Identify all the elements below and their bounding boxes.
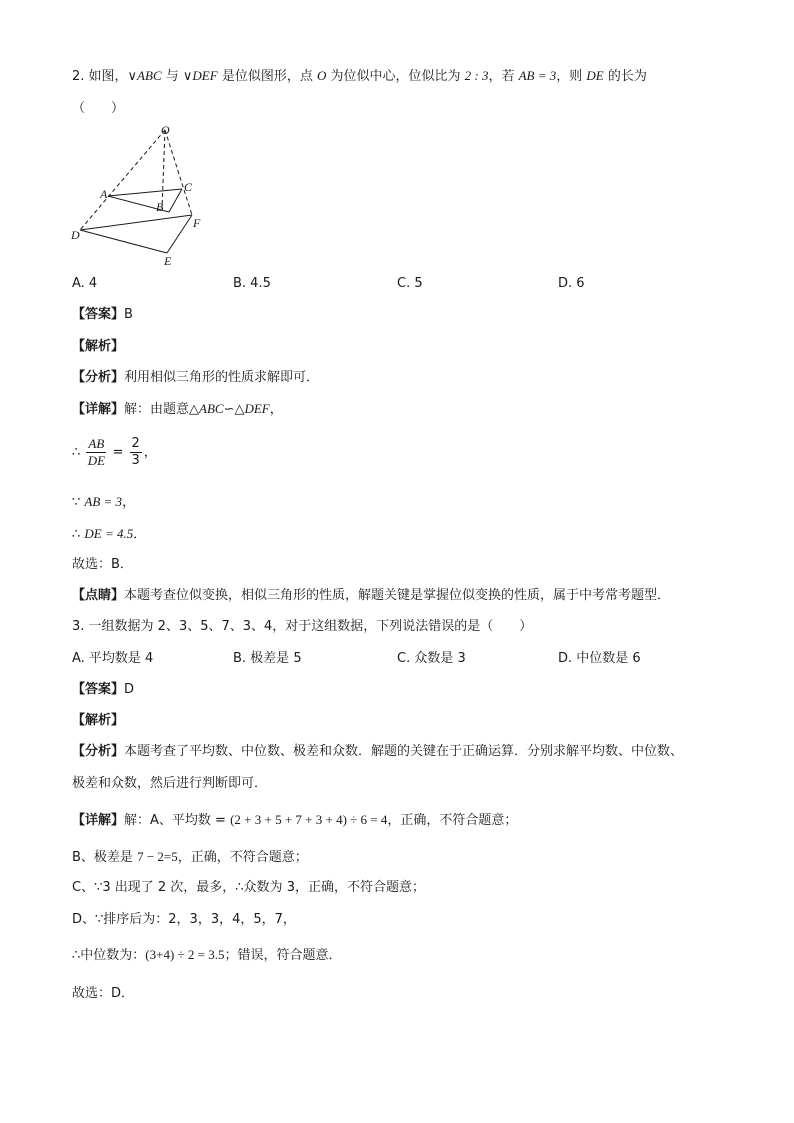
label-d: D [71,228,80,242]
median-expr: (3+4) ÷ 2 = 3.5 [145,947,225,962]
q3-option-a: A. 平均数是 4 [72,651,154,666]
q2-because: ∵ AB = 3， [72,494,136,510]
label-a: A [100,187,108,201]
q3-choose: 故选：D． [72,986,135,1001]
q2-option-d: D. 6 [558,276,585,291]
q3-option-b: B. 极差是 5 [233,651,302,666]
label-o: O [161,123,170,137]
label-b: B [156,200,164,214]
q2-xiangjie: 【详解】解：由题意△ABC∽△DEF， [72,401,283,417]
ratio: 2 : 3 [464,68,489,83]
q3-xiangjie-b: B、极差是 7 − 2=5，正确，不符合题意； [72,849,308,865]
q2-paren: （ ） [72,101,125,116]
q3-option-d: D. 中位数是 6 [558,651,641,666]
q2-fraction-line: ∴ $\frac{AB}{DE}$ = $\frac{2}{3}$ ， [72,436,157,468]
mean-expr: (2 + 3 + 5 + 7 + 3 + 4) ÷ 6 = 4 [230,812,388,827]
q2-jiexi: 【解析】 [72,339,125,354]
center-label: O [316,68,327,83]
fraction-ab-de: $\frac{AB}{DE}$ [87,436,106,468]
q3-option-c: C. 众数是 3 [397,651,466,666]
q3-stem: 3. 一组数据为 2、3、5、7、3、4，对于这组数据，下列说法错误的是（ ） [72,619,533,634]
fraction-2-3: $\frac{2}{3}$ [131,436,140,468]
label-f: F [193,216,201,230]
label-e: E [164,254,172,268]
triangle-def: ∨DEF [182,68,218,83]
target-de: DE [586,68,604,83]
q3-xiangjie-a: 【详解】解：A、平均数 = (2 + 3 + 5 + 7 + 3 + 4) ÷ 6 = 4，正确，不符合题意； [72,812,518,828]
q2-fenxi: 【分析】利用相似三角形的性质求解即可． [72,370,320,385]
q3-fenxi-cont: 极差和众数，然后进行判断即可． [72,776,268,791]
q2-choose: 故选：B． [72,557,133,572]
q3-xiangjie-c: C、∵3 出现了 2 次，最多，∴众数为 3，正确，不符合题意； [72,880,425,895]
q2-dianjing: 【点睛】本题考查位似变换，相似三角形的性质，解题关键是掌握位似变换的性质，属于中考常考题型． [72,588,671,603]
q3-answer: 【答案】D [72,682,135,697]
q2-option-a: A. 4 [72,276,98,291]
q3-fenxi: 【分析】本题考查了平均数、中位数、极差和众数．解题的关键在于正确运算．分别求解平均数、中位数、 [72,744,684,759]
q3-median: ∴中位数为：(3+4) ÷ 2 = 3.5；错误，符合题意． [72,947,342,963]
label-c: C [184,180,193,194]
q2-stem: 2. 如图，∨ABC 与 ∨DEF 是位似图形，点 O 为位似中心，位似比为 2 : 3，若 AB = 3，则 DE 的长为 [72,68,647,84]
q2-option-c: C. 5 [397,276,423,291]
similar-expr: △ABC∽△DEF [189,401,270,416]
triangle-abc: ∨ABC [127,68,162,83]
q3-jiexi: 【解析】 [72,713,125,728]
q2-answer: 【答案】B [72,307,133,322]
q2-option-b: B. 4.5 [233,276,271,291]
homothety-figure [60,118,220,268]
q3-xiangjie-d: D、∵排序后为：2，3，3，4，5，7， [72,912,296,927]
q2-result: ∴ DE = 4.5． [72,526,147,542]
given-ab: AB = 3 [518,68,557,83]
